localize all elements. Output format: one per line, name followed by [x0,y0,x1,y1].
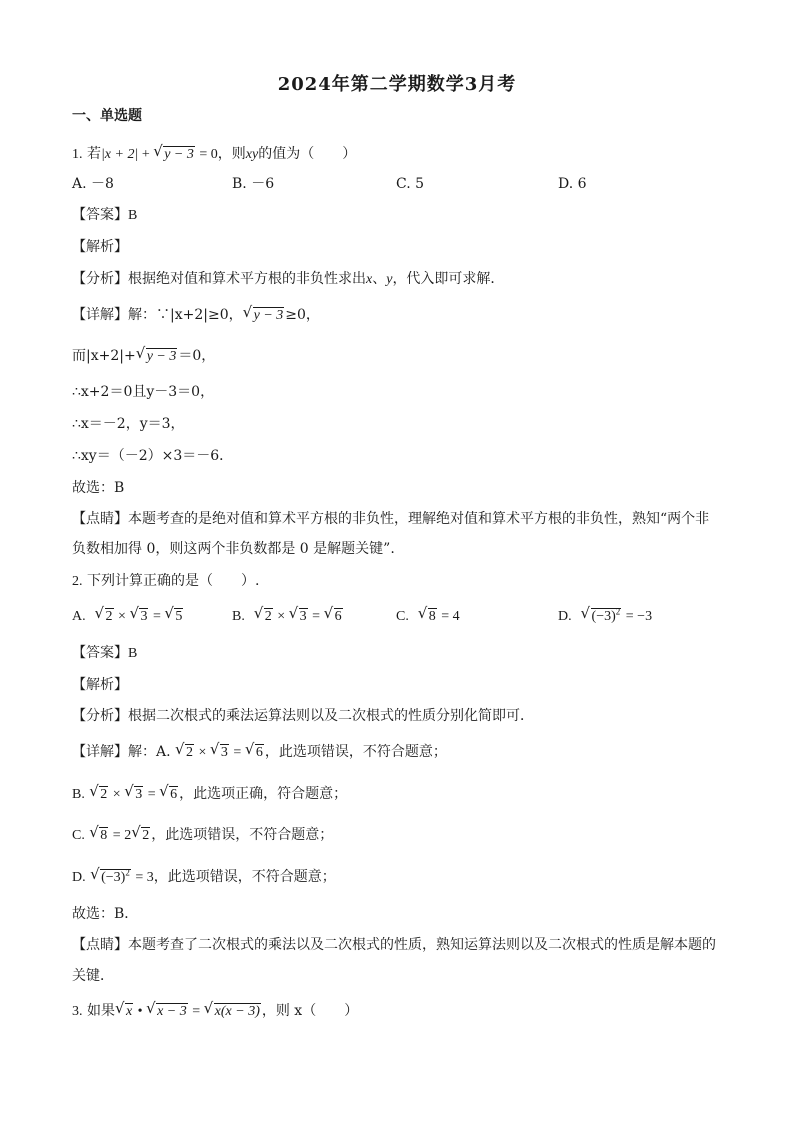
q1-option-b: B. －6 [232,176,275,192]
q1-choose: 故选：B [72,480,125,496]
q1-analysis-label: 【解析】 [72,239,128,255]
q1-step-4: ∴xy＝（－2）×3＝－6． [72,448,234,464]
q1-step-3: ∴x＝－2，y＝3， [72,416,185,432]
q1-fenxi: 【分析】根据绝对值和算术平方根的非负性求出x、y，代入即可求解． [72,271,505,287]
q2-option-a: A. √ 2 × √ 3 = √ 5 [72,606,184,627]
q2-detail-c: C. √ 8 = 2√ 2 ，此选项错误，不符合题意； [72,825,333,846]
q1-option-d: D. 6 [558,176,587,192]
question-3: 3. 如果√ x • √ x − 3 = √ x(x − 3) ，则 x（ ） [72,1001,358,1022]
q2-note: 【点睛】本题考查了二次根式的乘法以及二次根式的性质，熟知运算法则以及二次根式的性质是解本题的 [72,937,716,953]
q1-step-1: 而|x+2|+√ y − 3 ＝0， [72,346,215,367]
q2-fenxi: 【分析】根据二次根式的乘法运算法则以及二次根式的性质分别化简即可． [72,708,534,724]
q2-analysis-label: 【解析】 [72,677,128,693]
q1-detail: 【详解】解：∵|x+2|≥0，√ y − 3 ≥0， [72,305,320,326]
page-title: 2024年第二学期数学3月考 [277,74,517,95]
section-heading: 一、单选题 [72,108,142,124]
q2-detail-d: D. √ $(-3)^2 = 3$，此选项错误，不符合题意； [72,867,336,888]
q1-answer: 【答案】B [72,207,138,223]
sqrt-expression: √ y − 3 [243,305,285,326]
q2-option-c: C. √ 8 = 4 [396,606,460,627]
question-1: 1. 若|x + 2| + √ y − 3 = 0，则xy的值为（ ） [72,144,356,165]
q2-answer: 【答案】B [72,645,138,661]
q2-detail-b: B. √ 2 × √ 3 = √ 6 ，此选项正确，符合题意； [72,784,347,805]
q2-option-b: B. √ 2 × √ 3 = √ 6 [232,606,344,627]
q2-detail: 【详解】解：A. √ 2 × √ 3 = √ 6 ，此选项错误，不符合题意； [72,742,447,763]
q2-choose: 故选：B． [72,906,139,922]
question-2: 2. 下列计算正确的是（ ）. [72,573,260,589]
q1-step-2: ∴x+2＝0且y－3＝0， [72,384,215,400]
sqrt-expression: √ y − 3 [136,346,178,367]
q2-note-cont: 关键． [72,968,114,984]
q2-option-d: D. √ $(-3)^2 = -3$ [558,606,652,627]
q1-option-a: A. －8 [72,176,114,192]
q1-note-cont: 负数相加得 0，则这两个非负数都是 0 是解题关键”. [72,541,395,557]
sqrt-expression: √ y − 3 [153,144,195,165]
q1-option-c: C. 5 [396,176,425,192]
q1-note: 【点睛】本题考查的是绝对值和算术平方根的非负性，理解绝对值和算术平方根的非负性，熟知“两个非 [72,511,710,527]
